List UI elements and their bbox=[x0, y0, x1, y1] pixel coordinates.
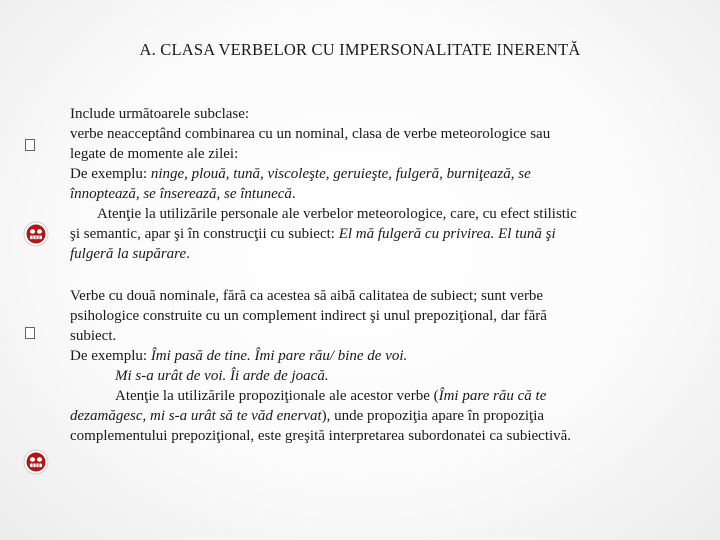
slide-title: A. CLASA VERBELOR CU IMPERSONALITATE INERENTĂ bbox=[139, 40, 581, 59]
square-bullet-icon bbox=[25, 327, 35, 339]
note-text: Atenţie la utilizările personale ale verbelor meteorologice, care, cu efect stilistic bbox=[97, 206, 577, 222]
example-sentence: dezamăgesc, mi s-a urât să te văd enervat bbox=[70, 408, 322, 424]
example-line bbox=[70, 346, 682, 366]
example-words: Îmi pasă de tine. Îmi pare rău/ bine de voi. bbox=[150, 348, 408, 364]
body-text: legate de momente ale zilei: bbox=[70, 146, 239, 162]
face-icon bbox=[23, 449, 49, 475]
note-text: complementului prepoziţional, este greşită interpretarea subordonatei ca subiectivă. bbox=[70, 428, 572, 444]
body-text: psihologice construite cu un complement indirect şi unul prepoziţional, dar fără bbox=[70, 308, 547, 324]
example-label: De exemplu: bbox=[70, 348, 151, 364]
face-icon bbox=[23, 221, 49, 247]
note-text: dezamăgesc, mi s-a urât să te văd enervat), unde propoziţia apare în propoziţia bbox=[70, 408, 545, 424]
bullet-text-2: Verbe cu două nominale, fără ca acestea să aibă calitatea de subiect; sunt verbe bbox=[70, 288, 544, 304]
example-words: ninge, plouă, tună, viscoleşte, geruieşte, fulgeră, burniţează, se bbox=[150, 166, 531, 182]
example-sentence: El mă fulgeră cu privirea. El tună şi bbox=[338, 226, 556, 242]
example-sentence: Îmi pare rău că te bbox=[438, 388, 547, 404]
note-text: Atenţie la utilizările propoziţionale ale acestor verbe (Îmi pare rău că te bbox=[115, 388, 547, 404]
intro-text: Include următoarele subclase: bbox=[70, 106, 250, 122]
example-line bbox=[70, 366, 682, 386]
example-sentence: fulgeră la supărare bbox=[70, 246, 187, 262]
example-label: De exemplu: bbox=[70, 166, 151, 182]
example-words: înnoptează, se înserează, se întunecă bbox=[70, 186, 292, 202]
note-text: fulgeră la supărare. bbox=[70, 246, 190, 262]
body-text: subiect. bbox=[70, 328, 117, 344]
square-bullet-icon bbox=[25, 139, 35, 151]
example-words: Mi s-a urât de voi. Îi arde de joacă. bbox=[115, 368, 329, 384]
example-line bbox=[70, 164, 682, 184]
example-line: înnoptează, se înserează, se întunecă. bbox=[70, 186, 296, 202]
slide-body bbox=[70, 104, 682, 446]
note-text: şi semantic, apar şi în construcţii cu subiect: El mă fulgeră cu privirea. El tună şi bbox=[70, 226, 556, 242]
bullet-text-1: verbe neacceptând combinarea cu un nominal, clasa de verbe meteorologice sau bbox=[70, 126, 551, 142]
